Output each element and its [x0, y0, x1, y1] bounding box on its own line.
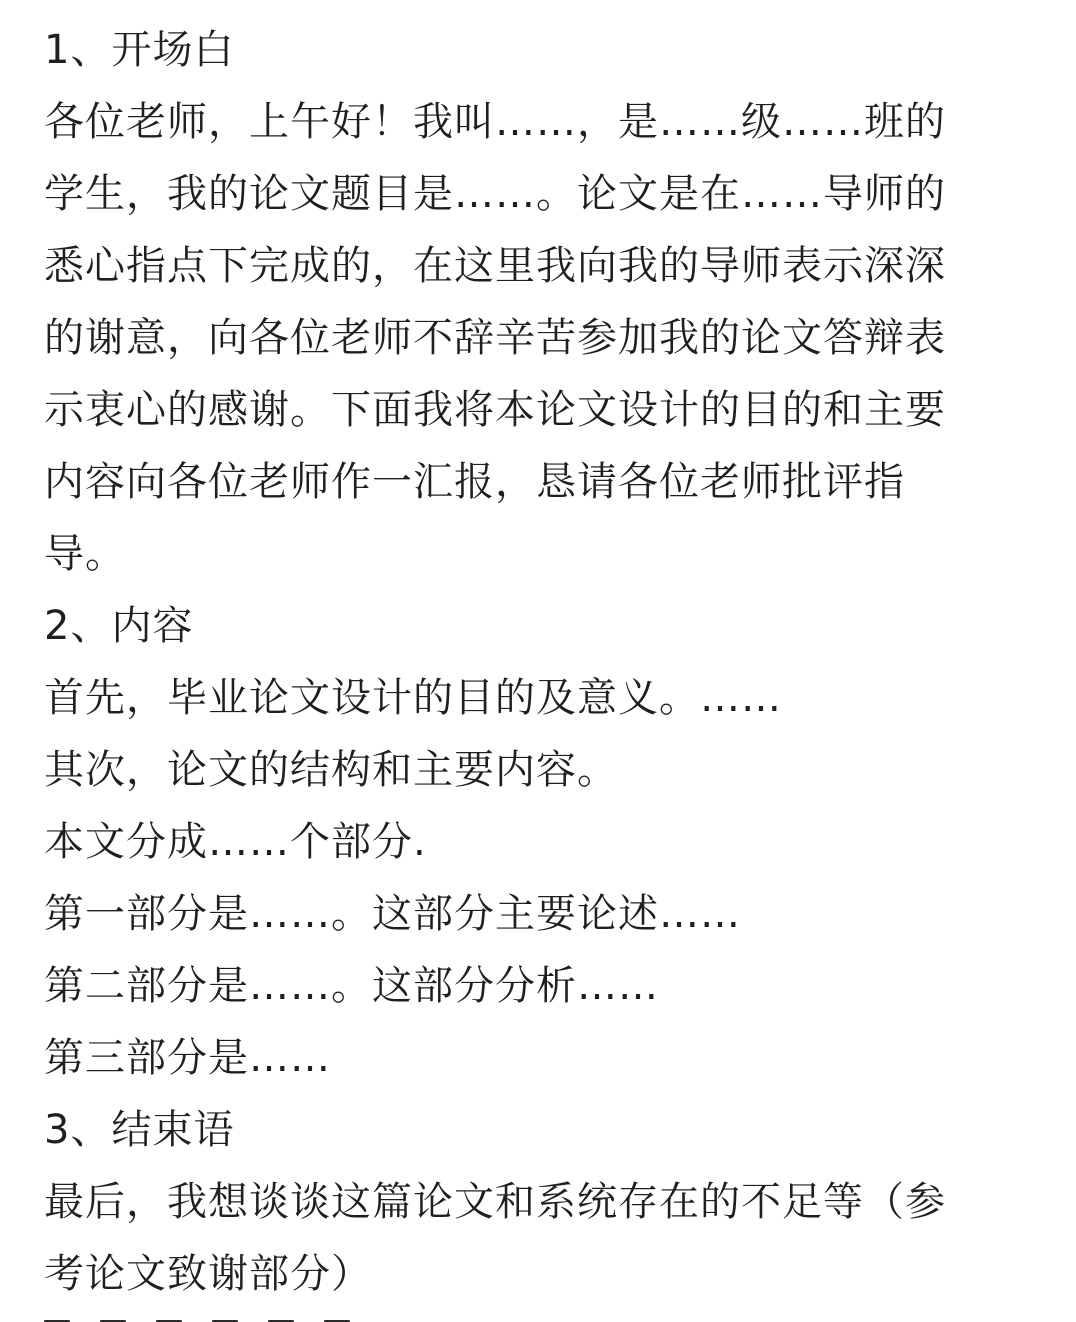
- content-line-3: 本文分成……个部分.: [44, 819, 427, 865]
- section-heading-closing: 3、结束语: [44, 1107, 235, 1153]
- next-line-cutoff: [44, 1310, 404, 1322]
- opening-line-2: 学生，我的论文题目是……。论文是在……导师的: [44, 171, 946, 217]
- opening-line-5: 示衷心的感谢。下面我将本论文设计的目的和主要: [44, 387, 946, 433]
- document-body: [44, 14, 1039, 1310]
- closing-line-2: 考论文致谢部分）: [44, 1251, 372, 1297]
- content-line-4: 第一部分是……。这部分主要论述……: [44, 891, 741, 937]
- content-line-6: 第三部分是……: [44, 1035, 331, 1081]
- section-heading-opening: 1、开场白: [44, 27, 235, 73]
- content-line-5: 第二部分是……。这部分分析……: [44, 963, 659, 1009]
- opening-line-1: 各位老师，上午好！我叫……，是……级……班的: [44, 99, 946, 145]
- opening-line-7: 导。: [44, 531, 126, 577]
- opening-line-6: 内容向各位老师作一汇报，恳请各位老师批评指: [44, 459, 905, 505]
- opening-line-4: 的谢意，向各位老师不辞辛苦参加我的论文答辩表: [44, 315, 946, 361]
- content-line-2: 其次，论文的结构和主要内容。: [44, 747, 618, 793]
- closing-line-1: 最后，我想谈谈这篇论文和系统存在的不足等（参: [44, 1179, 946, 1225]
- section-heading-content: 2、内容: [44, 603, 194, 649]
- content-line-1: 首先，毕业论文设计的目的及意义。……: [44, 675, 782, 721]
- opening-line-3: 悉心指点下完成的，在这里我向我的导师表示深深: [44, 243, 946, 289]
